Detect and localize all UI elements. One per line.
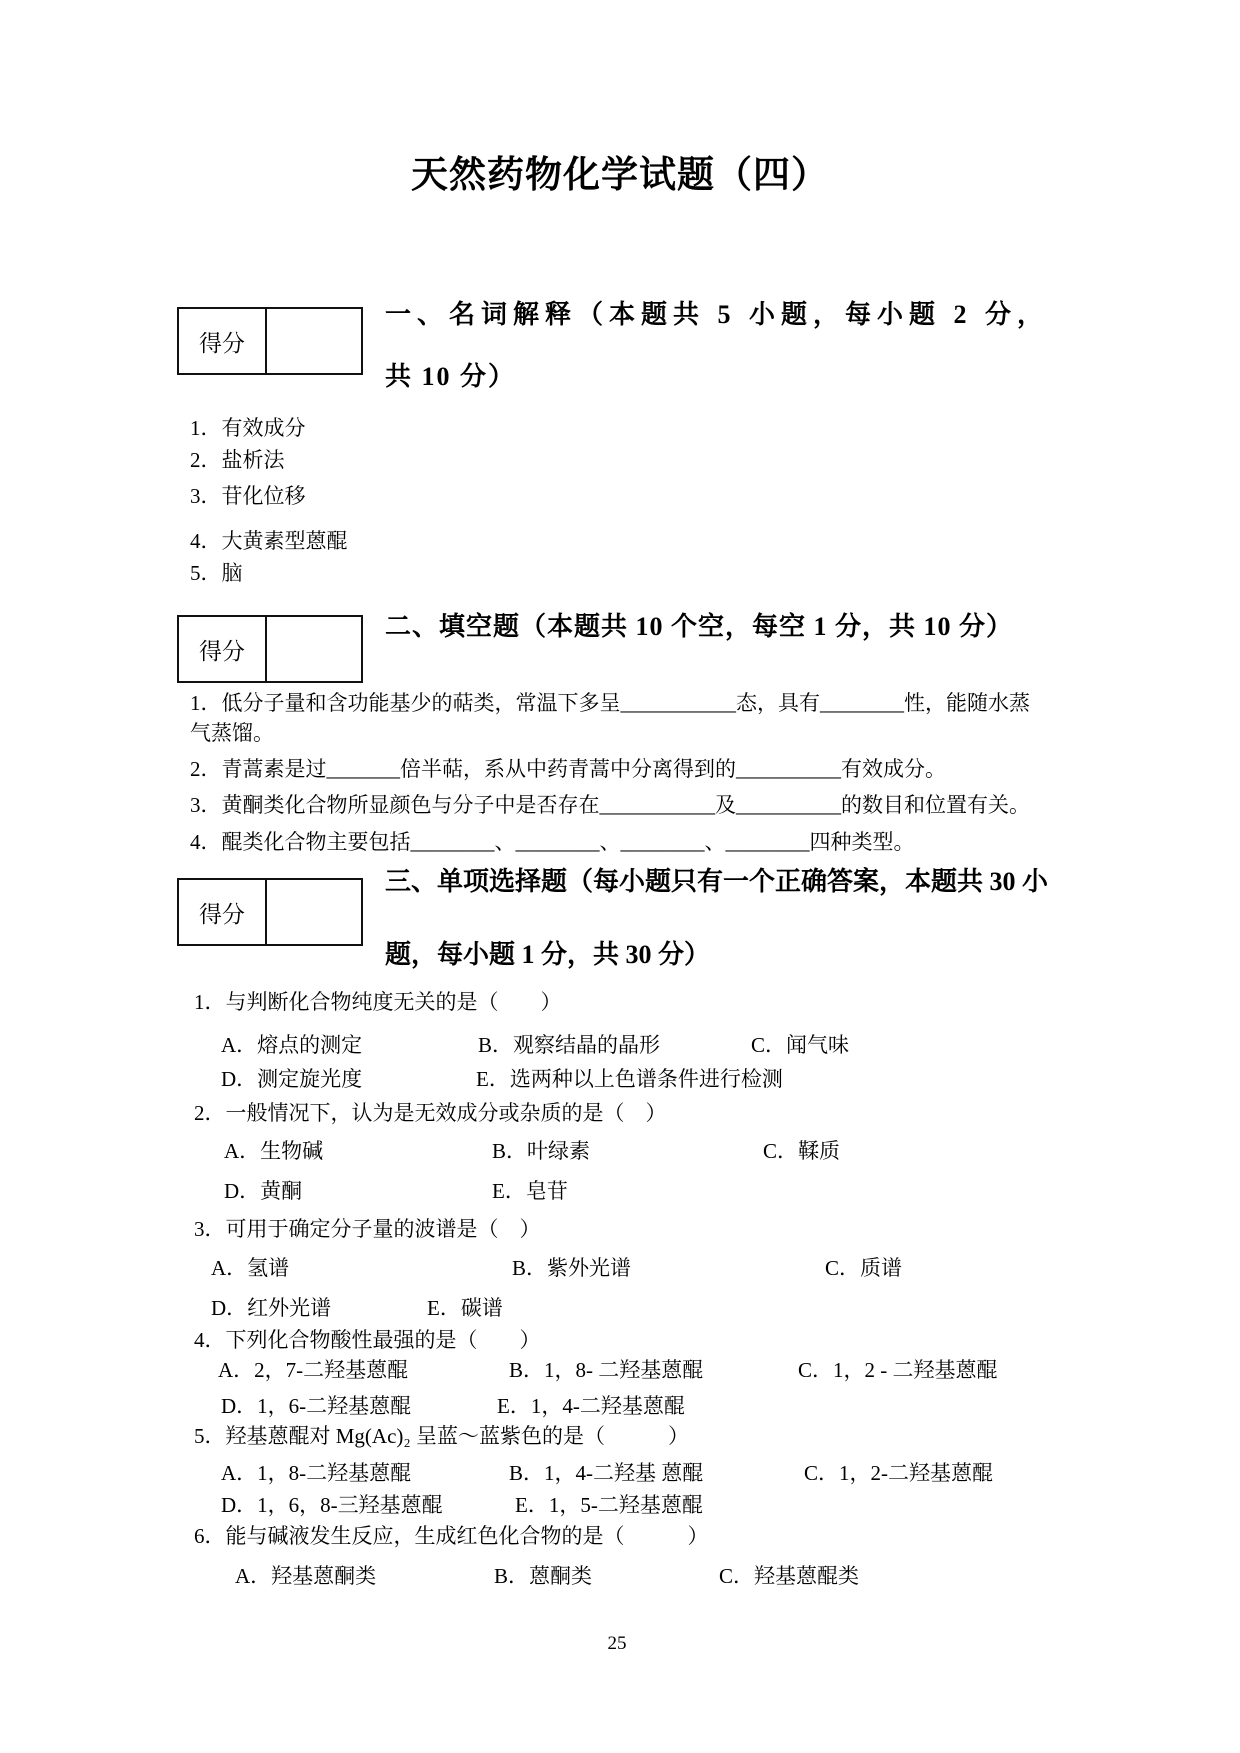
score-label: 得分	[179, 617, 267, 681]
option-row	[190, 1134, 1100, 1168]
option-row	[190, 1062, 1100, 1096]
question-4	[190, 1325, 1100, 1421]
section3-heading-line2: 题，每小题 1 分，共 30 分）	[385, 940, 711, 969]
question-3	[190, 1212, 1100, 1325]
option-c: C．羟基蒽醌类	[719, 1564, 860, 1588]
option-a: A．2，7-二羟基蒽醌	[218, 1358, 409, 1382]
question-text: 4．下列化合物酸性最强的是（ ）	[194, 1328, 541, 1352]
list-item: 2．盐析法	[190, 448, 285, 472]
section2-heading	[385, 610, 1095, 643]
option-e: E．皂苷	[492, 1179, 568, 1203]
question-6	[190, 1521, 1100, 1591]
option-a: A．羟基蒽酮类	[235, 1564, 377, 1588]
section1-term-list	[190, 412, 348, 589]
page-number: 25	[607, 1633, 627, 1654]
section2-fill-in-list	[190, 688, 1090, 857]
option-c: C．质谱	[825, 1256, 903, 1280]
option-b: B．观察结晶的晶形	[478, 1033, 661, 1057]
option-row	[190, 1291, 1100, 1325]
question-text: 6．能与碱液发生反应，生成红色化合物的是（ ）	[194, 1524, 709, 1548]
option-row	[190, 1028, 1100, 1062]
list-item: 5．脑	[190, 561, 243, 585]
question-text: 2．一般情况下，认为是无效成分或杂质的是（ ）	[194, 1101, 667, 1125]
option-row	[190, 1174, 1100, 1208]
question-text: 5．羟基蒽醌对 Mg(Ac)₂ 呈蓝～蓝紫色的是（ ）	[194, 1424, 689, 1448]
section2-heading-line: 二、填空题（本题共 10 个空，每空 1 分，共 10 分）	[385, 612, 1014, 641]
option-d: D．黄酮	[224, 1179, 303, 1203]
option-row	[190, 1458, 1100, 1488]
option-a: A．氢谱	[211, 1256, 290, 1280]
option-b: B．紫外光谱	[512, 1256, 632, 1280]
option-c: C．1，2 - 二羟基蒽醌	[798, 1358, 998, 1382]
option-c: C．鞣质	[763, 1139, 841, 1163]
option-e: E．碳谱	[427, 1296, 503, 1320]
option-b: B．叶绿素	[492, 1139, 591, 1163]
question-text: 1．与判断化合物纯度无关的是（ ）	[194, 990, 562, 1014]
score-box-section1	[177, 307, 363, 375]
option-d: D．红外光谱	[211, 1296, 332, 1320]
option-d: D．1，6-二羟基蒽醌	[221, 1394, 412, 1418]
question-5	[190, 1421, 1100, 1520]
option-row	[190, 1355, 1100, 1385]
option-a: A．生物碱	[224, 1139, 324, 1163]
score-label: 得分	[179, 880, 267, 944]
section3-heading	[385, 865, 1095, 971]
fill-item-1-line1: 1．低分子量和含功能基少的萜类，常温下多呈___________态，具有________性，能随水蒸	[190, 691, 1030, 715]
section1-heading-line2: 共 10 分）	[385, 362, 517, 391]
option-e: E．选两种以上色谱条件进行检测	[476, 1067, 783, 1091]
list-item: 1．有效成分	[190, 416, 306, 440]
option-row	[190, 1490, 1100, 1520]
section3-heading-line1: 三、单项选择题（每小题只有一个正确答案，本题共 30 小	[385, 867, 1049, 896]
score-box-section3	[177, 878, 363, 946]
option-b: B．1，4-二羟基 蒽醌	[509, 1461, 704, 1485]
option-row	[190, 1251, 1100, 1285]
option-c: C．1，2-二羟基蒽醌	[804, 1461, 993, 1485]
section1-heading	[385, 298, 1095, 393]
page-title: 天然药物化学试题（四）	[411, 155, 829, 196]
option-row	[190, 1391, 1100, 1421]
option-b: B．1，8- 二羟基蒽醌	[509, 1358, 704, 1382]
fill-item-4: 4．醌类化合物主要包括________、________、________、________四种类型。	[190, 830, 915, 854]
section3-question-list	[190, 985, 1100, 1591]
question-2	[190, 1096, 1100, 1208]
section1-heading-line1: 一、名词解释（本题共 5 小题，每小题 2 分，	[385, 300, 1050, 329]
option-b: B．蒽酮类	[494, 1564, 593, 1588]
score-value-cell	[267, 880, 361, 944]
option-a: A．1，8-二羟基蒽醌	[221, 1461, 412, 1485]
fill-item-2: 2．青蒿素是过_______倍半萜，系从中药青蒿中分离得到的__________有效成分。	[190, 757, 946, 781]
option-d: D．测定旋光度	[221, 1067, 363, 1091]
option-d: D．1，6，8-三羟基蒽醌	[221, 1493, 443, 1517]
option-e: E．1，5-二羟基蒽醌	[515, 1493, 703, 1517]
option-row	[190, 1561, 1100, 1591]
question-text: 3．可用于确定分子量的波谱是（ ）	[194, 1217, 541, 1241]
question-1	[190, 985, 1100, 1096]
score-value-cell	[267, 617, 361, 681]
fill-item-3: 3．黄酮类化合物所显颜色与分子中是否存在___________及__________的数目和位置有关。	[190, 793, 1030, 817]
score-label: 得分	[179, 309, 267, 373]
option-c: C．闻气味	[751, 1033, 850, 1057]
fill-item-1-line2: 气蒸馏。	[190, 721, 274, 745]
list-item: 3．苷化位移	[190, 484, 306, 508]
list-item: 4．大黄素型蒽醌	[190, 529, 348, 553]
score-value-cell	[267, 309, 361, 373]
option-a: A．熔点的测定	[221, 1033, 363, 1057]
option-e: E．1，4-二羟基蒽醌	[497, 1394, 685, 1418]
score-box-section2	[177, 615, 363, 683]
